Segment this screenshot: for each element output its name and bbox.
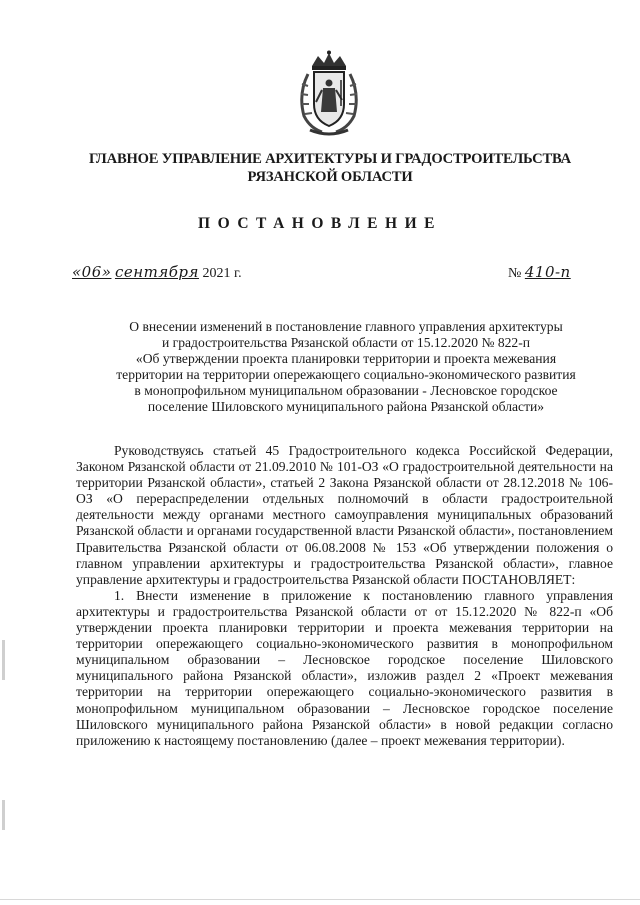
issuing-authority — [40, 150, 620, 186]
subject-line: О внесении изменений в постановление главного управления архитектуры — [129, 319, 563, 334]
subject-line: территории на территории опережающего социально-экономического развития — [116, 367, 576, 382]
ryazan-coat-of-arms-icon — [296, 50, 362, 138]
scan-margin-mark — [2, 640, 5, 680]
preamble-paragraph: Руководствуясь статьей 45 Градостроительного кодекса Российской Федерации, Законом Рязанской области от 21.09.2010 № 101-ОЗ «О градостроительной деятельности на территории Рязанской области», статьей 2 Закона Рязанской области от 28.12.2018 № 106-ОЗ «О перераспределении отдельных полномочий в области градостроительной деятельности между органами местного самоуправления муниципальных образований Рязанской области и органами государственной власти Рязанской области», постановлением Правительства Рязанской области от 06.08.2008 № 153 «Об утверждении положения о главном управлении архитектуры и градостроительства Рязанской области», главное управление архитектуры и градостроительства Рязанской области ПОСТАНОВЛЯЕТ: — [76, 443, 613, 587]
date-month: сентября — [114, 263, 199, 281]
document-number — [508, 263, 571, 282]
subject-line: в монопрофильном муниципальном образовании - Лесновское городское — [134, 383, 558, 398]
document-subject — [96, 319, 596, 415]
document-body — [76, 443, 613, 749]
document-date — [72, 263, 242, 282]
scan-margin-mark — [2, 800, 5, 830]
scan-bottom-edge — [0, 899, 640, 900]
subject-line: поселение Шиловского муниципального района Рязанской области» — [147, 399, 545, 414]
org-line-1: ГЛАВНОЕ УПРАВЛЕНИЕ АРХИТЕКТУРЫ И ГРАДОСТРОИТЕЛЬСТВА — [89, 151, 571, 167]
subject-line: и градостроительства Рязанской области от 15.12.2020 № 822-п — [161, 335, 531, 350]
number-prefix: № — [508, 266, 522, 281]
item-1-paragraph: 1. Внести изменение в приложение к постановлению главного управления архитектуры и градостроительства Рязанской области от от 15.12.2020 № 822-п «Об утверждении проекта планировки территории и проекта межевания территории на территории опережающего социально-экономического развития в монопрофильном муниципальном образовании – Лесновское городское поселение Шиловского муниципального района Рязанской области», изложив раздел 2 «Проект межевания территории на территории опережающего социально-экономического развития в монопрофильном муниципальном образовании – Лесновское городское поселение Шиловского муниципального района Рязанской области» в новой редакции согласно приложению к настоящему постановлению (далее – проект межевания территории). — [76, 587, 613, 748]
number-value: 410-п — [524, 263, 571, 281]
document-type-title: ПОСТАНОВЛЕНИЕ — [198, 215, 442, 232]
date-year: 2021 г. — [202, 266, 242, 281]
org-line-2: РЯЗАНСКОЙ ОБЛАСТИ — [247, 169, 413, 185]
date-day: «06» — [72, 263, 112, 281]
subject-line: «Об утверждении проекта планировки территории и проекта межевания — [135, 351, 557, 366]
